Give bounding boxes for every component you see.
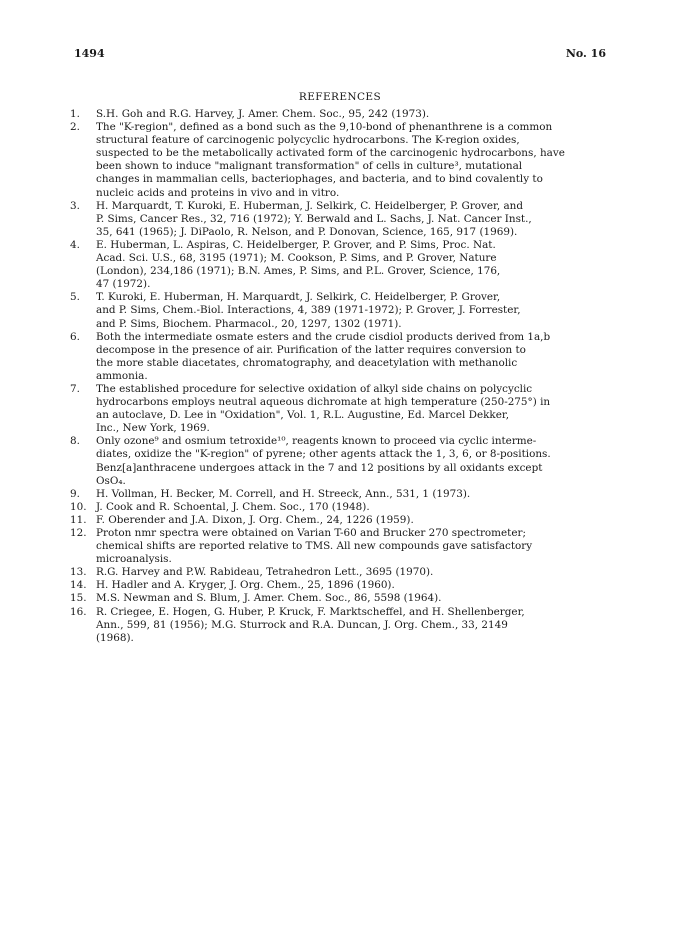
reference-item	[70, 121, 610, 200]
reference-number: 5.	[70, 291, 80, 304]
reference-line: Proton nmr spectra were obtained on Varian T-60 and Brucker 270 spectrometer;	[96, 527, 526, 539]
reference-line: Inc., New York, 1969.	[96, 422, 210, 435]
reference-line: Benz[a]anthracene undergoes attack in the 7 and 12 positions by all oxidants except	[96, 461, 543, 474]
reference-line: Only ozone⁹ and osmium tetroxide¹⁰, reagents known to proceed via cyclic interme-	[96, 435, 537, 448]
reference-line: the more stable diacetates, chromatography, and deacetylation with methanolic	[96, 356, 518, 369]
reference-number: 10.	[70, 500, 87, 513]
reference-item	[70, 200, 610, 239]
reference-line: H. Hadler and A. Kryger, J. Org. Chem., 25, 1896 (1960).	[96, 579, 395, 592]
reference-item	[70, 592, 610, 605]
reference-number: 1.	[70, 108, 80, 120]
reference-item	[70, 435, 610, 487]
reference-text	[96, 527, 610, 566]
reference-text	[96, 592, 610, 605]
reference-line: The established procedure for selective oxidation of alkyl side chains on polycyclic	[96, 382, 533, 395]
reference-text	[96, 435, 610, 487]
reference-line: R. Criegee, E. Hogen, G. Huber, P. Kruck, F. Marktscheffel, and H. Shellenberger,	[96, 605, 525, 618]
reference-number: 7.	[70, 382, 80, 395]
reference-number: 15.	[70, 592, 87, 605]
reference-text	[96, 331, 610, 383]
reference-line: S.H. Goh and R.G. Harvey, J. Amer. Chem. Soc., 95, 242 (1973).	[96, 108, 430, 120]
reference-line: been shown to induce "malignant transformation" of cells in culture³, mutational	[96, 160, 523, 173]
reference-text	[96, 121, 610, 200]
reference-text	[96, 200, 610, 239]
reference-number: 13.	[70, 566, 87, 579]
page-number: 1494	[74, 47, 105, 60]
reference-line: The "K-region", defined as a bond such as the 9,10-bond of phenanthrene is a common	[96, 121, 553, 134]
reference-line: F. Oberender and J.A. Dixon, J. Org. Chem., 24, 1226 (1959).	[96, 513, 414, 526]
reference-number: 4.	[70, 238, 80, 251]
reference-number: 16.	[70, 605, 87, 618]
reference-line: T. Kuroki, E. Huberman, H. Marquardt, J. Selkirk, C. Heidelberger, P. Grover,	[96, 291, 501, 304]
reference-item	[70, 501, 610, 514]
reference-item	[70, 606, 610, 645]
reference-number: 14.	[70, 579, 87, 592]
reference-line: diates, oxidize the "K-region" of pyrene; other agents attack the 1, 3, 6, or 8-positions.	[96, 448, 551, 461]
reference-number: 9.	[70, 487, 80, 500]
reference-text	[96, 108, 610, 121]
reference-line: ammonia.	[96, 369, 148, 382]
reference-line: chemical shifts are reported relative to TMS. All new compounds gave satisfactory	[96, 540, 533, 553]
reference-line: microanalysis.	[96, 553, 172, 566]
reference-text	[96, 488, 610, 501]
reference-item	[70, 331, 610, 383]
reference-line: structural feature of carcinogenic polycyclic hydrocarbons. The K-region oxides,	[96, 134, 520, 147]
reference-line: and P. Sims, Biochem. Pharmacol., 20, 1297, 1302 (1971).	[96, 317, 402, 330]
issue-number: No. 16	[565, 47, 606, 60]
reference-line: H. Marquardt, T. Kuroki, E. Huberman, J. Selkirk, C. Heidelberger, P. Grover, and	[96, 199, 524, 212]
reference-line: 35, 641 (1965); J. DiPaolo, R. Nelson, and P. Donovan, Science, 165, 917 (1969).	[96, 225, 518, 238]
reference-line: nucleic acids and proteins in vivo and in vitro.	[96, 186, 340, 199]
references-heading: REFERENCES	[298, 91, 382, 103]
reference-line: Both the intermediate osmate esters and the crude cisdiol products derived from 1a,b	[96, 330, 551, 343]
reference-line: Ann., 599, 81 (1956); M.G. Sturrock and R.A. Duncan, J. Org. Chem., 33, 2149	[96, 618, 508, 631]
reference-number: 11.	[70, 513, 87, 526]
reference-line: (London), 234,186 (1971); B.N. Ames, P. Sims, and P.L. Grover, Science, 176,	[96, 265, 501, 278]
reference-item	[70, 383, 610, 435]
reference-line: J. Cook and R. Schoental, J. Chem. Soc., 170 (1948).	[96, 500, 370, 513]
reference-item	[70, 579, 610, 592]
reference-item	[70, 488, 610, 501]
reference-item	[70, 239, 610, 291]
reference-line: H. Vollman, H. Becker, M. Correll, and H. Streeck, Ann., 531, 1 (1973).	[96, 487, 471, 500]
references-list	[70, 108, 610, 645]
reference-line: R.G. Harvey and P.W. Rabideau, Tetrahedron Lett., 3695 (1970).	[96, 566, 434, 579]
reference-number: 8.	[70, 435, 80, 448]
reference-item	[70, 566, 610, 579]
reference-line: decompose in the presence of air. Purification of the latter requires conversion to	[96, 343, 526, 356]
reference-text	[96, 514, 610, 527]
reference-line: and P. Sims, Chem.-Biol. Interactions, 4, 389 (1971-1972); P. Grover, J. Forrester,	[96, 304, 521, 317]
reference-number: 6.	[70, 330, 80, 343]
reference-item	[70, 108, 610, 121]
reference-line: (1968).	[96, 631, 134, 644]
reference-line: changes in mammalian cells, bacteriophages, and bacteria, and to bind covalently to	[96, 173, 543, 186]
reference-item	[70, 514, 610, 527]
reference-text	[96, 606, 610, 645]
reference-number: 3.	[70, 199, 80, 212]
reference-text	[96, 566, 610, 579]
reference-line: P. Sims, Cancer Res., 32, 716 (1972); Y. Berwald and L. Sachs, J. Nat. Cancer Inst.,	[96, 212, 532, 225]
reference-item	[70, 291, 610, 330]
reference-text	[96, 501, 610, 514]
reference-text	[96, 383, 610, 435]
reference-line: OsO₄.	[96, 474, 126, 487]
reference-line: suspected to be the metabolically activated form of the carcinogenic hydrocarbons, have	[96, 147, 565, 160]
reference-line: 47 (1972).	[96, 278, 151, 291]
reference-line: E. Huberman, L. Aspiras, C. Heidelberger, P. Grover, and P. Sims, Proc. Nat.	[96, 238, 496, 251]
reference-text	[96, 579, 610, 592]
reference-line: M.S. Newman and S. Blum, J. Amer. Chem. Soc., 86, 5598 (1964).	[96, 592, 442, 605]
reference-line: an autoclave, D. Lee in "Oxidation", Vol. 1, R.L. Augustine, Ed. Marcel Dekker,	[96, 409, 510, 422]
reference-item	[70, 527, 610, 566]
reference-text	[96, 239, 610, 291]
reference-number: 2.	[70, 121, 80, 134]
reference-line: hydrocarbons employs neutral aqueous dichromate at high temperature (250-275°) in	[96, 396, 551, 409]
reference-text	[96, 291, 610, 330]
reference-number: 12.	[70, 527, 87, 539]
reference-line: Acad. Sci. U.S., 68, 3195 (1971); M. Cookson, P. Sims, and P. Grover, Nature	[96, 252, 497, 265]
